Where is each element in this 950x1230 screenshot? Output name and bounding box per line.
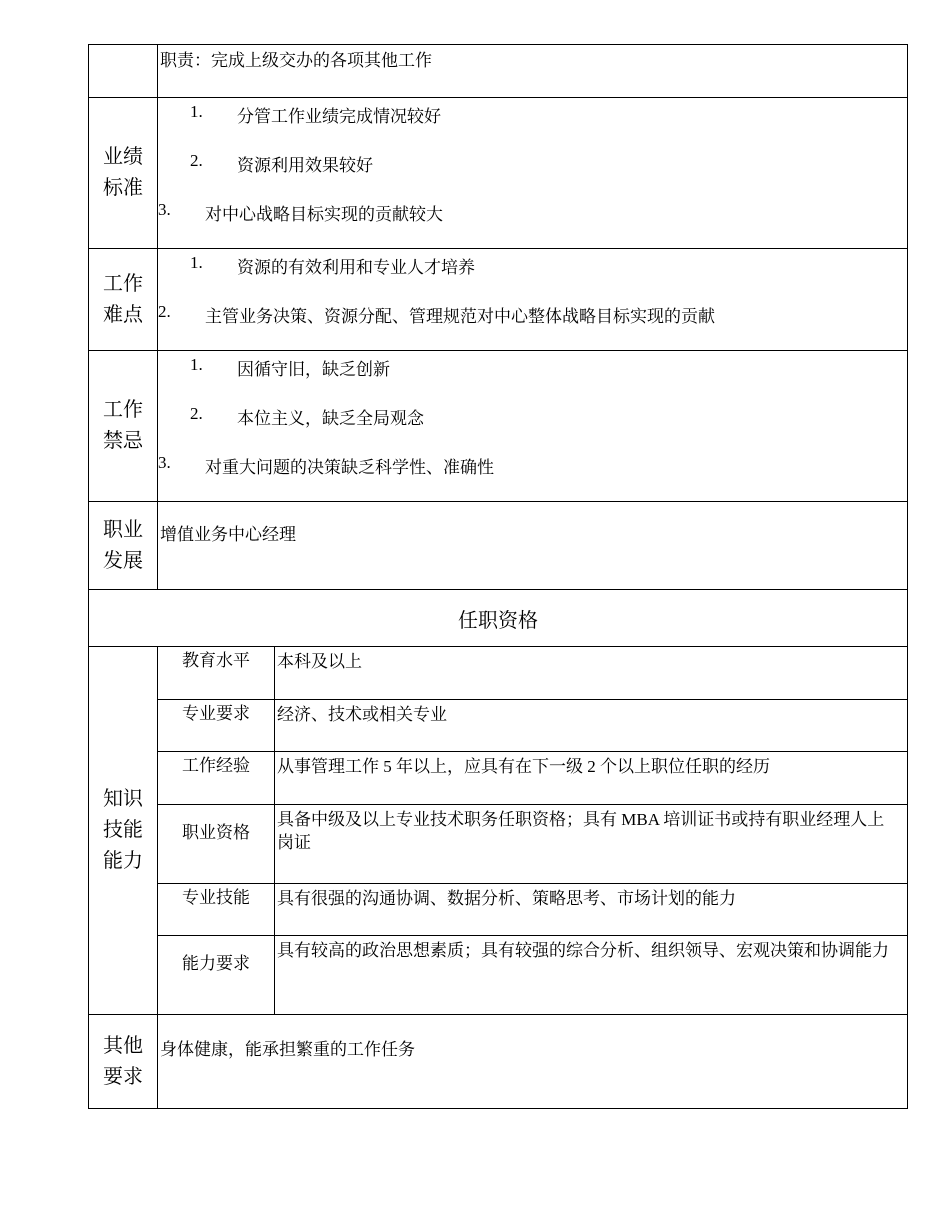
qualification-label: 工作经验 bbox=[158, 752, 275, 805]
career-row bbox=[89, 502, 908, 590]
career-label: 职业 发展 bbox=[89, 502, 158, 590]
performance-label: 业绩 标准 bbox=[89, 98, 158, 249]
duties-label-cell bbox=[89, 45, 158, 98]
knowledge-skills-label: 知识 技能 能力 bbox=[89, 647, 158, 1015]
performance-row bbox=[89, 98, 908, 249]
qualification-value: 从事管理工作 5 年以上，应具有在下一级 2 个以上职位任职的经历 bbox=[275, 752, 908, 805]
taboos-list: 1. 因循守旧，缺乏创新 2. 本位主义，缺乏全局观念 3. 对重大问题的决策缺乏科学性、准确性 bbox=[158, 351, 908, 502]
qualification-row bbox=[89, 936, 908, 1015]
qualification-row bbox=[89, 752, 908, 805]
qualification-label: 教育水平 bbox=[158, 647, 275, 700]
performance-list: 1. 分管工作业绩完成情况较好 2. 资源利用效果较好 3. 对中心战略目标实现的贡献较大 bbox=[158, 98, 908, 249]
section-title: 任职资格 bbox=[89, 590, 908, 647]
qualifications-title-row bbox=[89, 590, 908, 647]
qualification-row bbox=[89, 884, 908, 936]
difficulties-list: 1. 资源的有效利用和专业人才培养 2. 主管业务决策、资源分配、管理规范对中心整体战略目标实现的贡献 bbox=[158, 249, 908, 351]
qualification-value: 具有较高的政治思想素质；具有较强的综合分析、组织领导、宏观决策和协调能力 bbox=[275, 936, 908, 1015]
other-row bbox=[89, 1015, 908, 1109]
qualification-value: 本科及以上 bbox=[275, 647, 908, 700]
qualification-row bbox=[89, 647, 908, 700]
difficulties-row bbox=[89, 249, 908, 351]
other-label: 其他 要求 bbox=[89, 1015, 158, 1109]
qualification-value: 具备中级及以上专业技术职务任职资格；具有 MBA 培训证书或持有职业经理人上岗证 bbox=[275, 805, 908, 884]
qualification-label: 职业资格 bbox=[158, 805, 275, 884]
duties-row bbox=[89, 45, 908, 98]
qualification-row bbox=[89, 805, 908, 884]
taboos-label: 工作 禁忌 bbox=[89, 351, 158, 502]
career-text: 增值业务中心经理 bbox=[158, 502, 908, 590]
qualification-value: 具有很强的沟通协调、数据分析、策略思考、市场计划的能力 bbox=[275, 884, 908, 936]
qualification-label: 能力要求 bbox=[158, 936, 275, 1015]
qualification-label: 专业要求 bbox=[158, 700, 275, 752]
qualification-row bbox=[89, 700, 908, 752]
job-description-table bbox=[88, 44, 908, 1109]
qualification-value: 经济、技术或相关专业 bbox=[275, 700, 908, 752]
other-text: 身体健康，能承担繁重的工作任务 bbox=[158, 1015, 908, 1109]
taboos-row bbox=[89, 351, 908, 502]
duties-text: 职责：完成上级交办的各项其他工作 bbox=[158, 45, 908, 98]
difficulties-label: 工作 难点 bbox=[89, 249, 158, 351]
qualification-label: 专业技能 bbox=[158, 884, 275, 936]
